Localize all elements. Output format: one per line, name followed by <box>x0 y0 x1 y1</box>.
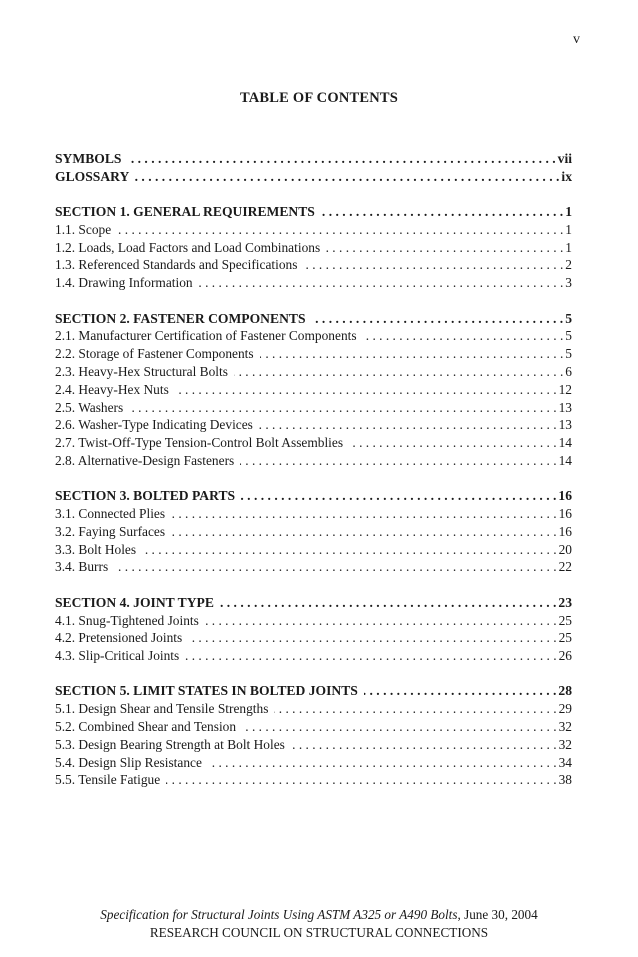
toc-dot-leader <box>240 452 556 470</box>
toc-entry[interactable] <box>55 327 572 345</box>
toc-entry-page: 5 <box>565 328 572 344</box>
toc-entry-page: 14 <box>558 452 572 468</box>
toc-entry[interactable] <box>55 718 572 736</box>
toc-entry-label: 5.2. Combined Shear and Tension <box>55 719 237 735</box>
page-title: TABLE OF CONTENTS <box>239 90 399 106</box>
toc-entry[interactable] <box>55 736 572 754</box>
toc-section-heading[interactable] <box>55 487 572 505</box>
toc-dot-leader <box>171 505 557 523</box>
toc-entry-page: 25 <box>558 612 572 628</box>
toc-entry-label: 4.1. Snug-Tightened Joints <box>55 612 199 628</box>
toc-entry-label: 1.1. Scope <box>55 221 112 237</box>
toc-entry-page: 5 <box>565 346 572 362</box>
toc-dot-leader <box>312 310 564 328</box>
toc-entry[interactable] <box>55 558 572 576</box>
toc-entry-label: 2.4. Heavy-Hex Nuts <box>55 381 169 397</box>
toc-dot-leader <box>166 771 556 789</box>
toc-entry-page: 20 <box>558 541 572 557</box>
toc-entry-label: SECTION 4. JOINT TYPE <box>55 594 214 610</box>
toc-section-heading[interactable] <box>55 150 572 168</box>
toc-entry[interactable] <box>55 647 572 665</box>
toc-entry[interactable] <box>55 612 572 630</box>
table-of-contents <box>55 150 572 807</box>
toc-entry-label: 3.4. Burrs <box>55 559 109 575</box>
toc-group <box>55 203 572 292</box>
toc-entry-page: 5 <box>565 310 572 326</box>
toc-entry-page: 34 <box>558 754 572 770</box>
toc-entry[interactable] <box>55 399 572 417</box>
toc-dot-leader <box>274 700 556 718</box>
toc-dot-leader <box>185 647 556 665</box>
toc-entry-label: 2.1. Manufacturer Certification of Fastener Components <box>55 328 357 344</box>
toc-dot-leader <box>188 629 556 647</box>
toc-dot-leader <box>199 274 564 292</box>
footer-date: , June 30, 2004 <box>457 907 538 922</box>
toc-entry-label: 1.2. Loads, Load Factors and Load Combinations <box>55 239 321 255</box>
toc-dot-leader <box>349 434 557 452</box>
toc-dot-leader <box>260 345 564 363</box>
toc-group <box>55 310 572 470</box>
toc-entry[interactable] <box>55 771 572 789</box>
toc-dot-leader <box>234 363 563 381</box>
toc-entry-page: 16 <box>558 523 572 539</box>
toc-entry-label: 2.2. Storage of Fastener Components <box>55 346 254 362</box>
toc-entry-label: 2.7. Twist-Off-Type Tension-Control Bolt Assemblies <box>55 435 344 451</box>
toc-entry-label: 2.8. Alternative-Design Fasteners <box>55 452 235 468</box>
toc-entry-page: 12 <box>558 381 572 397</box>
toc-dot-leader <box>363 327 564 345</box>
toc-entry-page: 22 <box>558 559 572 575</box>
toc-dot-leader <box>171 523 557 541</box>
toc-dot-leader <box>135 168 559 186</box>
toc-entry-page: 6 <box>565 363 572 379</box>
toc-entry-label: 5.1. Design Shear and Tensile Strengths <box>55 701 269 717</box>
toc-entry-page: 29 <box>558 701 572 717</box>
toc-dot-leader <box>242 718 557 736</box>
toc-section-heading[interactable] <box>55 203 572 221</box>
toc-entry-label: 3.3. Bolt Holes <box>55 541 137 557</box>
toc-dot-leader <box>127 150 555 168</box>
toc-dot-leader <box>321 203 563 221</box>
toc-entry[interactable] <box>55 541 572 559</box>
page-footer <box>0 906 638 942</box>
toc-entry-page: 1 <box>565 204 572 220</box>
toc-entry-page: 16 <box>558 506 572 522</box>
toc-dot-leader <box>175 381 557 399</box>
toc-section-heading[interactable] <box>55 168 572 186</box>
toc-dot-leader <box>114 558 556 576</box>
toc-entry-page: 32 <box>558 719 572 735</box>
footer-spec-title: Specification for Structural Joints Using ASTM A325 or A490 Bolts <box>100 907 458 922</box>
toc-entry[interactable] <box>55 452 572 470</box>
footer-citation <box>0 906 638 924</box>
toc-entry[interactable] <box>55 523 572 541</box>
toc-section-heading[interactable] <box>55 594 572 612</box>
toc-entry-label: 3.2. Faying Surfaces <box>55 523 166 539</box>
toc-dot-leader <box>364 682 557 700</box>
toc-entry-label: SECTION 1. GENERAL REQUIREMENTS <box>55 204 315 220</box>
toc-entry-label: SYMBOLS <box>55 151 122 166</box>
toc-entry-page: 25 <box>558 630 572 646</box>
toc-entry-label: 4.3. Slip-Critical Joints <box>55 648 180 664</box>
toc-group <box>55 682 572 789</box>
toc-dot-leader <box>220 594 557 612</box>
toc-entry-label: GLOSSARY <box>55 168 130 184</box>
toc-entry[interactable] <box>55 381 572 399</box>
toc-entry-page: 13 <box>558 417 572 433</box>
toc-entry-label: 2.3. Heavy-Hex Structural Bolts <box>55 363 228 379</box>
toc-entry-label: 2.5. Washers <box>55 399 124 415</box>
toc-entry-label: SECTION 2. FASTENER COMPONENTS <box>55 310 306 326</box>
toc-entry-page: 1 <box>565 239 572 255</box>
toc-entry[interactable] <box>55 345 572 363</box>
toc-entry[interactable] <box>55 416 572 434</box>
toc-entry-label: 5.3. Design Bearing Strength at Bolt Holes <box>55 736 285 752</box>
toc-dot-leader <box>326 239 563 257</box>
toc-dot-leader <box>117 221 563 239</box>
toc-group <box>55 594 572 665</box>
toc-dot-leader <box>129 399 556 417</box>
toc-entry-page: 38 <box>558 772 572 788</box>
toc-entry-page: 16 <box>558 488 572 504</box>
toc-entry[interactable] <box>55 629 572 647</box>
toc-entry-label: 5.5. Tensile Fatigue <box>55 772 161 788</box>
toc-dot-leader <box>208 754 557 772</box>
toc-group <box>55 150 572 186</box>
toc-entry-page: 14 <box>558 435 572 451</box>
toc-entry-label: SECTION 3. BOLTED PARTS <box>55 488 236 504</box>
toc-entry[interactable] <box>55 363 572 381</box>
toc-entry-page: 32 <box>558 736 572 752</box>
toc-section-heading[interactable] <box>55 310 572 328</box>
toc-entry-page: 2 <box>565 257 572 273</box>
toc-entry[interactable] <box>55 700 572 718</box>
toc-entry[interactable] <box>55 221 572 239</box>
toc-entry-label: 3.1. Connected Plies <box>55 506 166 522</box>
toc-entry[interactable] <box>55 239 572 257</box>
toc-entry[interactable] <box>55 256 572 274</box>
toc-entry-label: 1.4. Drawing Information <box>55 275 193 291</box>
toc-entry-label: SECTION 5. LIMIT STATES IN BOLTED JOINTS <box>55 683 358 699</box>
toc-dot-leader <box>259 416 557 434</box>
toc-dot-leader <box>303 256 563 274</box>
toc-entry-page: 26 <box>558 648 572 664</box>
toc-dot-leader <box>142 541 557 559</box>
toc-dot-leader <box>291 736 557 754</box>
toc-entry[interactable] <box>55 754 572 772</box>
toc-dot-leader <box>205 612 557 630</box>
toc-entry-page: ix <box>561 168 572 184</box>
toc-entry[interactable] <box>55 505 572 523</box>
toc-entry[interactable] <box>55 274 572 292</box>
toc-entry-label: 1.3. Referenced Standards and Specifications <box>55 257 298 273</box>
toc-entry-page: 13 <box>558 399 572 415</box>
toc-entry-page: 23 <box>558 594 572 610</box>
toc-group <box>55 487 572 576</box>
footer-organization: RESEARCH COUNCIL ON STRUCTURAL CONNECTIONS <box>149 925 489 940</box>
toc-entry-label: 4.2. Pretensioned Joints <box>55 630 183 646</box>
toc-dot-leader <box>241 487 556 505</box>
toc-entry-label: 2.6. Washer-Type Indicating Devices <box>55 417 253 433</box>
toc-entry-page: vii <box>557 151 572 166</box>
toc-section-heading[interactable] <box>55 682 572 700</box>
toc-entry[interactable] <box>55 434 572 452</box>
page-number: v <box>573 32 580 47</box>
toc-entry-page: 1 <box>565 221 572 237</box>
toc-entry-page: 28 <box>558 683 572 699</box>
toc-entry-page: 3 <box>565 275 572 291</box>
toc-entry-label: 5.4. Design Slip Resistance <box>55 754 202 770</box>
